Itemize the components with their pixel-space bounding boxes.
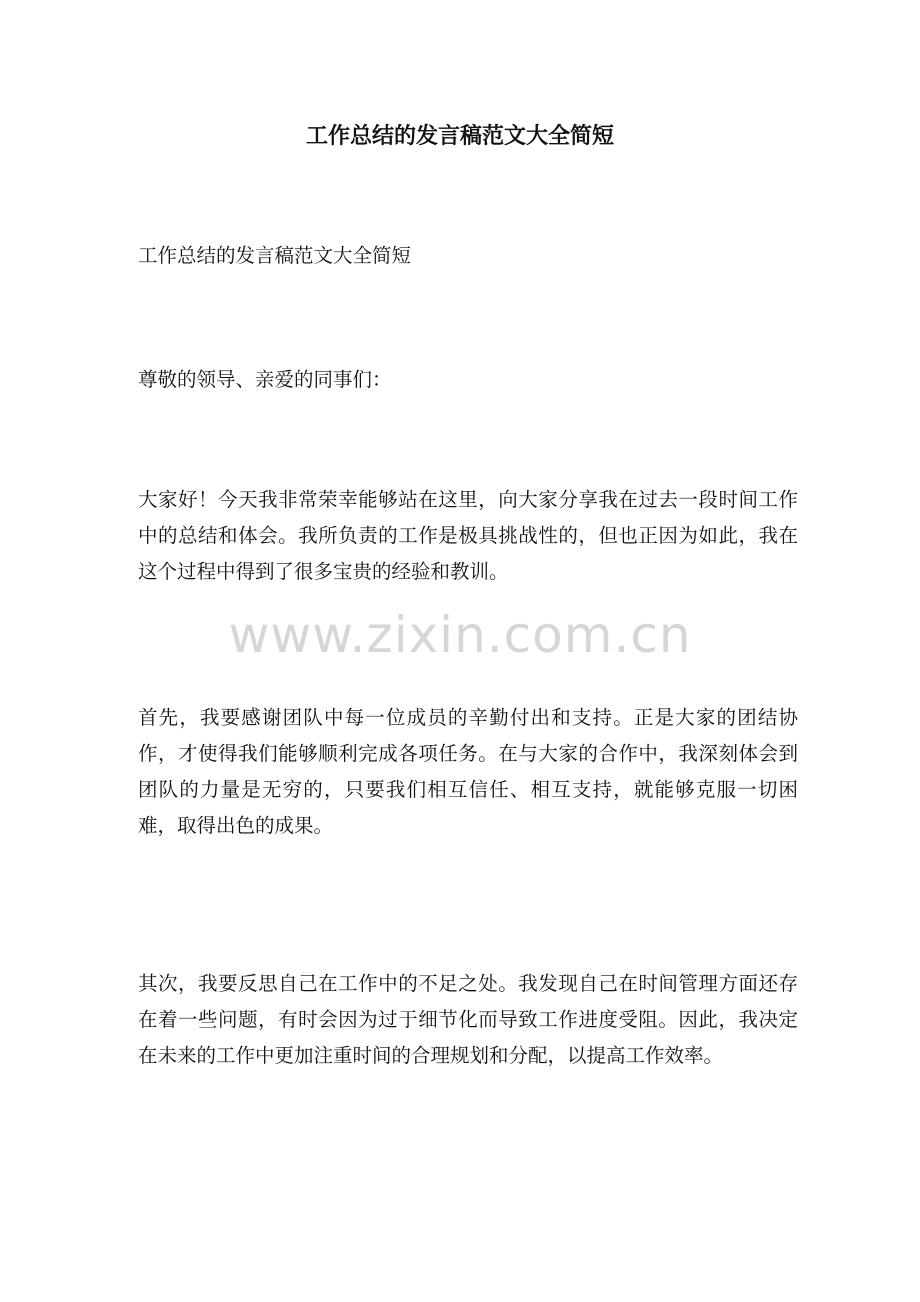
- paragraph-intro: 大家好！今天我非常荣幸能够站在这里，向大家分享我在过去一段时间工作中的总结和体会。我所负责的工作是极具挑战性的，但也正因为如此，我在这个过程中得到了很多宝贵的经验和教训。: [138, 488, 798, 583]
- document-title: 工作总结的发言稿范文大全简短: [305, 123, 614, 149]
- paragraph-second: 其次，我要反思自己在工作中的不足之处。我发现自己在时间管理方面还存在着一些问题，有时会因为过于细节化而导致工作进度受阻。因此，我决定在未来的工作中更加注重时间的合理规划和分配，以提高工作效率。: [138, 972, 798, 1067]
- paragraph-first: 首先，我要感谢团队中每一位成员的辛勤付出和支持。正是大家的团结协作，才使得我们能够顺利完成各项任务。在与大家的合作中，我深刻体会到团队的力量是无穷的，只要我们相互信任、相互支持，就能够克服一切困难，取得出色的成果。: [138, 706, 798, 837]
- greeting: 尊敬的领导、亲爱的同事们：: [138, 368, 392, 391]
- document-subtitle: 工作总结的发言稿范文大全简短: [138, 244, 412, 267]
- watermark: www.zixin.com.cn: [228, 606, 692, 664]
